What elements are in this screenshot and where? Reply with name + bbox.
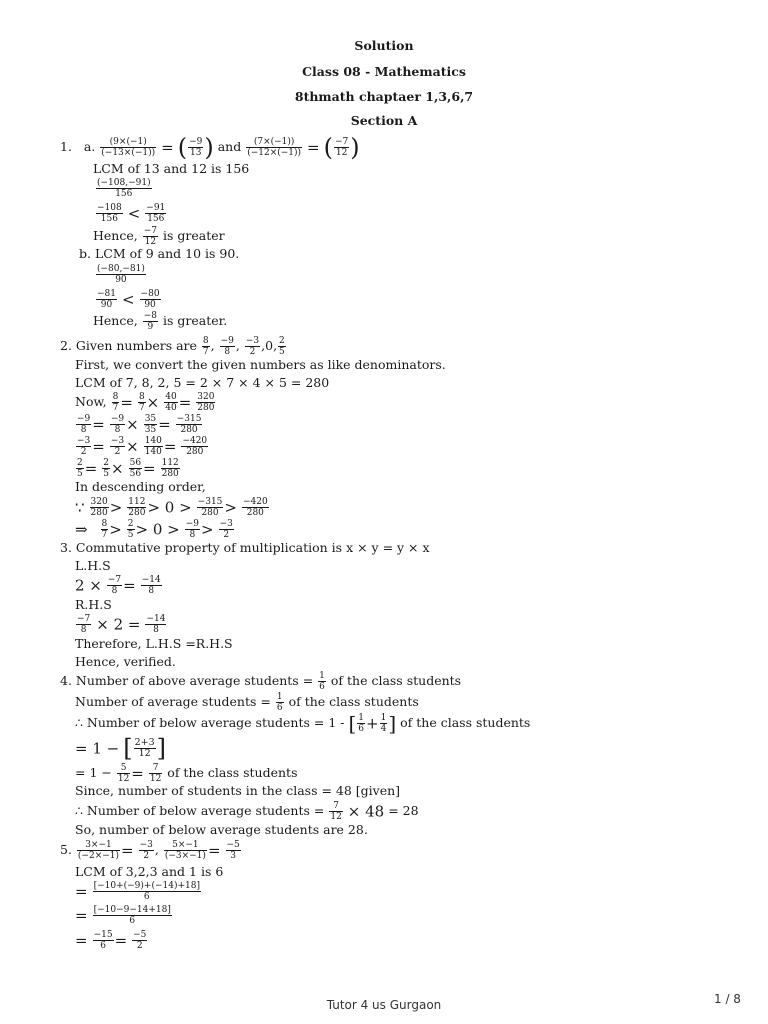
q2-lcm: LCM of 7, 8, 2, 5 = 2 × 7 × 4 × 5 = 280 xyxy=(75,375,330,390)
fraction: $\frac{2}{5}$ xyxy=(103,458,110,479)
fraction: $\frac{1}{6}$ xyxy=(319,671,325,692)
fraction: $\frac{-7}{8}$ xyxy=(107,575,122,596)
fraction: $\frac{-7}{8}$ xyxy=(77,614,91,635)
fraction: $\frac{2+3}{12}$ xyxy=(134,737,155,759)
class-line: Class 08 - Mathematics xyxy=(302,64,466,79)
fraction: $\frac{56}{56}$ xyxy=(129,458,142,479)
fraction: $\frac{(9\times(-1)}{(-13\times(-1))}$ xyxy=(101,137,156,158)
fraction: $\frac{-315}{280}$ xyxy=(176,414,202,435)
fraction: $\frac{-5}{3}$ xyxy=(226,840,240,861)
fraction: $\frac{-9}{8}$ xyxy=(185,519,200,540)
fraction: $\frac{(-80,-81)}{90}$ xyxy=(97,264,145,285)
q2-first: First, we convert the given numbers as like denominators. xyxy=(75,357,446,372)
q2-row-2: $\frac{-9}{8}$ = $\frac{-9}{8}$ × $\frac{35}{35}$ = $\frac{-315}{280}$ xyxy=(77,414,202,435)
fraction: $\frac{[-10+(-9)+(-14)+18]}{6}$ xyxy=(93,881,200,902)
fraction: $\frac{(7\times(-1))}{(-12\times(-1))}$ xyxy=(247,137,302,158)
fraction: $\frac{140}{140}$ xyxy=(144,436,162,457)
q5-step-1: = $\frac{[-10+(-9)+(-14)+18]}{6}$ xyxy=(75,881,200,902)
q2-order-2: ⇒ $\frac{8}{7}$ > $\frac{2}{5}$ > 0 > $\frac{-9}{8}$ > $\frac{-3}{2}$ xyxy=(75,519,233,540)
q1-a-label: a. xyxy=(83,139,96,154)
solution-title: Solution xyxy=(354,38,414,53)
fraction: $\frac{-3}{2}$ xyxy=(219,519,233,540)
q3-rhs-expr: $\frac{-7}{8}$ × 2 = $\frac{-14}{8}$ xyxy=(77,614,166,635)
q1-number: 1. xyxy=(60,139,72,154)
q1-pair-b xyxy=(95,264,147,285)
q3-lead: 3. Commutative property of multiplication is x × y = y × x xyxy=(60,540,430,555)
fraction: $\frac{-7}{12}$ xyxy=(143,226,157,247)
q5-lead: 5. $\frac{3\times-1}{(-2\times-1)}$ = $\frac{-3}{2}$ , $\frac{5\times-1}{(-3\times-1)}$ = $\frac{-5}{3}$ xyxy=(60,840,240,861)
fraction: $\frac{[-10-9-14+18]}{6}$ xyxy=(93,905,171,926)
fraction: $\frac{-91}{156}$ xyxy=(146,203,166,224)
fraction: $\frac{8}{7}$ xyxy=(138,392,145,413)
q3-therefore: Therefore, L.H.S =R.H.S xyxy=(75,636,233,651)
fraction: $\frac{-315}{280}$ xyxy=(197,497,223,518)
fraction: $\frac{320}{280}$ xyxy=(90,497,108,518)
q2-order-1: ∵ $\frac{320}{280}$ > $\frac{112}{280}$ > 0 > $\frac{-315}{280}$ > $\frac{-420}{280}$ xyxy=(75,497,268,518)
q1-pair-a xyxy=(95,178,153,199)
fraction: $\frac{-7}{12}$ xyxy=(334,137,349,158)
page-number: 1 / 8 xyxy=(714,992,741,1006)
chapter-line: 8thmath chaptaer 1,3,6,7 xyxy=(294,89,474,104)
fraction: $\frac{-5}{2}$ xyxy=(133,930,147,951)
q5-step-2: = $\frac{[-10-9-14+18]}{6}$ xyxy=(75,905,171,926)
fraction: $\frac{1}{6}$ xyxy=(276,692,283,713)
q3-rhs: R.H.S xyxy=(75,597,112,612)
q4-calc: ∴ Number of below average students = $\frac{7}{12}$ × 48 = 28 xyxy=(75,801,419,822)
fraction: $\frac{-14}{8}$ xyxy=(146,614,166,635)
q2-desc: In descending order, xyxy=(75,479,206,494)
fraction: $\frac{-9}{8}$ xyxy=(110,414,125,435)
q1-hence-a: Hence, $\frac{-7}{12}$ is greater xyxy=(93,226,225,247)
footer-site: Tutor 4 us Gurgaon xyxy=(326,998,442,1012)
q1-compare-a: $\frac{-108}{156}$ < $\frac{-91}{156}$ xyxy=(97,203,166,224)
fraction: $\frac{-15}{6}$ xyxy=(93,930,113,951)
q5-lcm: LCM of 3,2,3 and 1 is 6 xyxy=(75,864,224,879)
fraction: $\frac{7}{12}$ xyxy=(330,801,342,822)
q4-step-2: = 1 − $\frac{5}{12}$ = $\frac{7}{12}$ of the class students xyxy=(75,763,298,784)
fraction: $\frac{-9}{8}$ xyxy=(77,414,91,435)
q4-lead: 4. Number of above average students = $\frac{1}{6}$ of the class students xyxy=(60,671,462,692)
q4-since: Since, number of students in the class = 48 [given] xyxy=(75,783,401,798)
fraction: $\frac{-8}{9}$ xyxy=(143,311,157,332)
fraction: $\frac{-80}{90}$ xyxy=(140,289,160,310)
q1-b-lcm: b. LCM of 9 and 10 is 90. xyxy=(79,246,240,261)
fraction: $\frac{5\times-1}{(-3\times-1)}$ xyxy=(164,840,206,861)
q5-step-3: = $\frac{-15}{6}$ = $\frac{-5}{2}$ xyxy=(75,930,147,951)
q4-so: So, number of below average students are 28. xyxy=(75,822,368,837)
q1-lcm-a: LCM of 13 and 12 is 156 xyxy=(93,161,250,176)
fraction: $\frac{-108}{156}$ xyxy=(97,203,122,224)
fraction: $\frac{320}{280}$ xyxy=(197,392,215,413)
fraction: $\frac{-420}{280}$ xyxy=(242,497,268,518)
fraction: $\frac{1}{4}$ xyxy=(380,713,387,734)
fraction: $\frac{-3}{2}$ xyxy=(139,840,153,861)
q1-hence-b: Hence, $\frac{-8}{9}$ is greater. xyxy=(93,311,228,332)
fraction: $\frac{7}{12}$ xyxy=(149,763,162,784)
fraction: $\frac{3\times-1}{(-2\times-1)}$ xyxy=(77,840,120,861)
q3-verified: Hence, verified. xyxy=(75,654,176,669)
fraction: $\frac{(-108,-91)}{156}$ xyxy=(97,178,151,199)
fraction: $\frac{-9}{8}$ xyxy=(220,336,234,357)
fraction: $\frac{112}{280}$ xyxy=(128,497,146,518)
fraction: $\frac{2}{5}$ xyxy=(127,519,134,540)
fraction: $\frac{35}{35}$ xyxy=(144,414,157,435)
fraction: $\frac{8}{7}$ xyxy=(101,519,108,540)
q4-average: Number of average students = $\frac{1}{6}$ of the class students xyxy=(75,692,419,713)
q4-below: ∴ Number of below average students = 1 - [ $\frac{1}{6}$ + $\frac{1}{4}$ ] of the class students xyxy=(75,711,531,736)
fraction: $\frac{-3}{2}$ xyxy=(245,336,260,357)
fraction: $\frac{-9}{13}$ xyxy=(189,137,203,158)
fraction: $\frac{112}{280}$ xyxy=(161,458,179,479)
fraction: $\frac{8}{7}$ xyxy=(202,336,209,357)
q2-row-4: $\frac{2}{5}$ = $\frac{2}{5}$ × $\frac{56}{56}$ = $\frac{112}{280}$ xyxy=(77,458,179,479)
fraction: $\frac{-81}{90}$ xyxy=(97,289,116,310)
fraction: $\frac{2}{5}$ xyxy=(279,336,285,357)
q1-line-a: 1. a. $\frac{(9\times(-1)}{(-13\times(-1))}$ = ( $\frac{-9}{13}$ ) and $\frac{(7\times(-1))}{(-12\times(-1))}$ = ( $\frac{-7}{12}$ ) xyxy=(60,133,360,162)
fraction: $\frac{-3}{2}$ xyxy=(77,436,91,457)
q3-lhs-expr: 2 × $\frac{-7}{8}$ = $\frac{-14}{8}$ xyxy=(75,575,161,596)
q2-row-1: Now, $\frac{8}{7}$ = $\frac{8}{7}$ × $\frac{40}{40}$ = $\frac{320}{280}$ xyxy=(75,392,215,413)
fraction: $\frac{-420}{280}$ xyxy=(182,436,208,457)
fraction: $\frac{1}{6}$ xyxy=(358,713,365,734)
fraction: $\frac{-3}{2}$ xyxy=(110,436,125,457)
section-title: Section A xyxy=(350,113,418,128)
q3-lhs: L.H.S xyxy=(75,558,111,573)
q2-row-3: $\frac{-3}{2}$ = $\frac{-3}{2}$ × $\frac{140}{140}$ = $\frac{-420}{280}$ xyxy=(77,436,208,457)
fraction: $\frac{5}{12}$ xyxy=(117,763,130,784)
fraction: $\frac{8}{7}$ xyxy=(112,392,119,413)
q1-compare-b: $\frac{-81}{90}$ < $\frac{-80}{90}$ xyxy=(97,289,160,310)
fraction: $\frac{2}{5}$ xyxy=(77,458,83,479)
q4-step-1: = 1 − [ $\frac{2+3}{12}$ ] xyxy=(75,734,167,763)
and-text: and xyxy=(217,139,242,154)
fraction: $\frac{-14}{8}$ xyxy=(141,575,161,596)
fraction: $\frac{40}{40}$ xyxy=(165,392,177,413)
q2-lead: 2. Given numbers are $\frac{8}{7}$ , $\frac{-9}{8}$ , $\frac{-3}{2}$ ,0, $\frac{2}{5}$ xyxy=(60,336,285,357)
